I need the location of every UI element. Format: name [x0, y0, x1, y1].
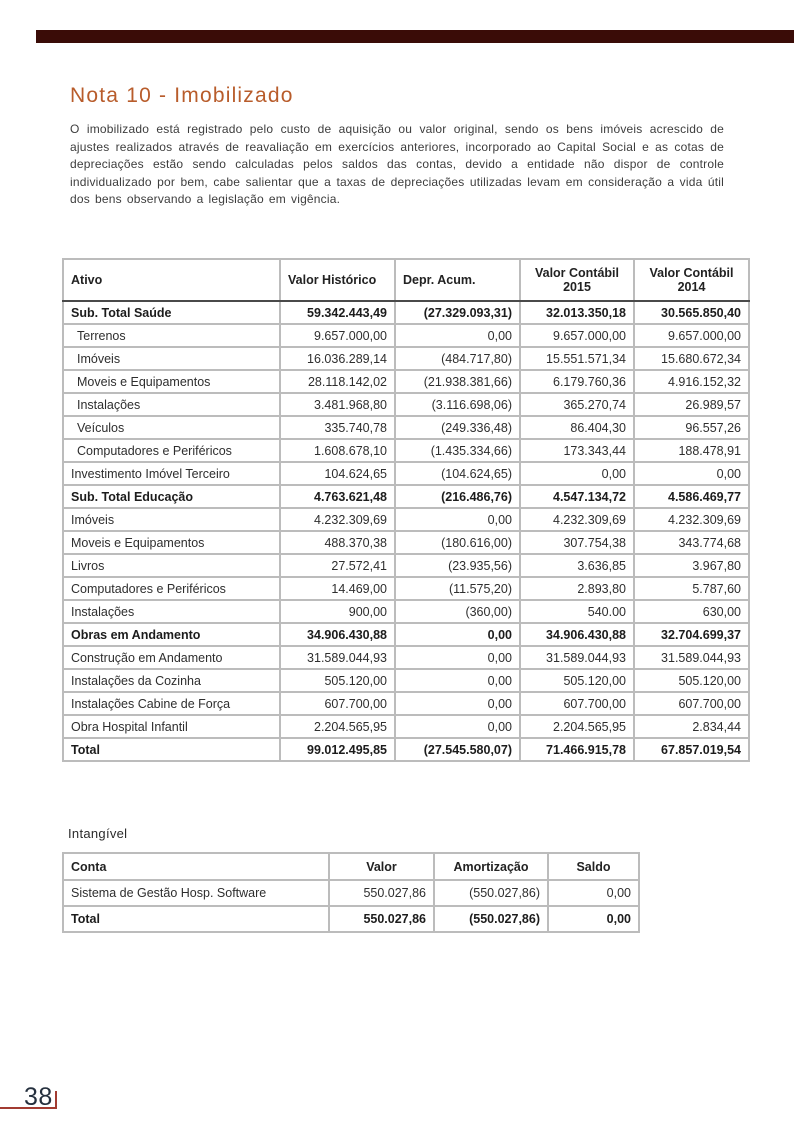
table-cell-depr_acum: 0,00	[395, 324, 520, 347]
table-cell-depr_acum: (23.935,56)	[395, 554, 520, 577]
table-cell-valor_historico: 9.657.000,00	[280, 324, 395, 347]
table-cell-valor_contabil_2015: 6.179.760,36	[520, 370, 634, 393]
intro-paragraph: O imobilizado está registrado pelo custo de aquisição ou valor original, sendo os bens imóveis acrescido de ajustes realizados através de reavaliação em exercícios anteriores, incorporado ao Capital Social e as cotas de depreciações estão sendo calculadas pelos saldos das contas, devido a entidade não dispor de controle individualizado por bem, cabe salientar que a taxas de depreciações utilizadas levam em consideração a vida útil dos bens observando a legislação em vigência.	[70, 122, 724, 206]
table-cell-valor_contabil_2014: 9.657.000,00	[634, 324, 749, 347]
table-header-row	[63, 259, 749, 301]
table-cell-conta: Sistema de Gestão Hosp. Software	[63, 880, 329, 906]
table-cell-depr_acum: 0,00	[395, 715, 520, 738]
table-cell-valor_historico: 31.589.044,93	[280, 646, 395, 669]
table-cell-amortizacao: (550.027,86)	[434, 880, 548, 906]
table-cell-valor_contabil_2014: 4.916.152,32	[634, 370, 749, 393]
table-cell-valor_contabil_2014: 26.989,57	[634, 393, 749, 416]
fixed-assets-table	[62, 258, 750, 762]
table-cell-valor_historico: 607.700,00	[280, 692, 395, 715]
table-cell-valor_historico: 4.232.309,69	[280, 508, 395, 531]
table-cell-ativo: Sub. Total Educação	[63, 485, 280, 508]
page-title: Nota 10 - Imobilizado	[70, 84, 294, 107]
table-cell-ativo: Instalações	[63, 600, 280, 623]
intangible-section-label: Intangível	[68, 826, 128, 841]
table-row	[63, 669, 749, 692]
table-cell-valor_contabil_2015: 15.551.571,34	[520, 347, 634, 370]
table-cell-depr_acum: 0,00	[395, 646, 520, 669]
table-cell-valor_historico: 34.906.430,88	[280, 623, 395, 646]
table-cell-depr_acum: (484.717,80)	[395, 347, 520, 370]
fixed-assets-table-body	[63, 301, 749, 761]
column-header: Valor	[329, 853, 434, 880]
table-cell-valor_contabil_2014: 4.586.469,77	[634, 485, 749, 508]
table-cell-valor_contabil_2015: 9.657.000,00	[520, 324, 634, 347]
table-cell-depr_acum: (1.435.334,66)	[395, 439, 520, 462]
intangible-table-body	[63, 880, 639, 932]
table-cell-valor_contabil_2014: 607.700,00	[634, 692, 749, 715]
table-cell-valor_contabil_2015: 2.893,80	[520, 577, 634, 600]
table-row	[63, 554, 749, 577]
table-cell-valor_historico: 4.763.621,48	[280, 485, 395, 508]
table-cell-valor: 550.027,86	[329, 880, 434, 906]
table-cell-depr_acum: (180.616,00)	[395, 531, 520, 554]
table-cell-ativo: Investimento Imóvel Terceiro	[63, 462, 280, 485]
table-row	[63, 324, 749, 347]
table-cell-valor_contabil_2015: 540.00	[520, 600, 634, 623]
table-cell-depr_acum: 0,00	[395, 508, 520, 531]
column-header: Conta	[63, 853, 329, 880]
table-cell-ativo: Veículos	[63, 416, 280, 439]
table-cell-valor_contabil_2015: 173.343,44	[520, 439, 634, 462]
table-row	[63, 347, 749, 370]
table-cell-ativo: Livros	[63, 554, 280, 577]
table-cell-valor_contabil_2014: 2.834,44	[634, 715, 749, 738]
table-cell-valor_historico: 28.118.142,02	[280, 370, 395, 393]
table-row	[63, 600, 749, 623]
table-cell-valor_contabil_2014: 630,00	[634, 600, 749, 623]
table-cell-ativo: Instalações Cabine de Força	[63, 692, 280, 715]
table-cell-depr_acum: (21.938.381,66)	[395, 370, 520, 393]
table-row	[63, 416, 749, 439]
table-cell-ativo: Obra Hospital Infantil	[63, 715, 280, 738]
column-header: Valor Contábil 2014	[634, 259, 749, 301]
table-cell-valor_contabil_2014: 96.557,26	[634, 416, 749, 439]
table-row	[63, 715, 749, 738]
table-cell-valor_contabil_2014: 5.787,60	[634, 577, 749, 600]
table-cell-valor_contabil_2015: 71.466.915,78	[520, 738, 634, 761]
table-cell-ativo: Imóveis	[63, 347, 280, 370]
table-cell-depr_acum: 0,00	[395, 623, 520, 646]
table-cell-valor_historico: 488.370,38	[280, 531, 395, 554]
table-cell-valor_historico: 1.608.678,10	[280, 439, 395, 462]
table-cell-valor_contabil_2015: 365.270,74	[520, 393, 634, 416]
table-cell-valor_contabil_2015: 3.636,85	[520, 554, 634, 577]
table-cell-valor_contabil_2014: 0,00	[634, 462, 749, 485]
table-cell-ativo: Sub. Total Saúde	[63, 301, 280, 324]
column-header: Amortização	[434, 853, 548, 880]
page-number-corner-line	[0, 1091, 57, 1109]
table-cell-valor_contabil_2014: 4.232.309,69	[634, 508, 749, 531]
table-cell-ativo: Instalações	[63, 393, 280, 416]
table-cell-amortizacao: (550.027,86)	[434, 906, 548, 932]
intangible-table	[62, 852, 640, 933]
top-rule-bar	[36, 30, 794, 43]
column-header: Depr. Acum.	[395, 259, 520, 301]
table-cell-valor_historico: 3.481.968,80	[280, 393, 395, 416]
table-cell-depr_acum: (11.575,20)	[395, 577, 520, 600]
fixed-assets-table-header	[63, 259, 749, 301]
table-cell-valor_contabil_2015: 307.754,38	[520, 531, 634, 554]
table-cell-ativo: Instalações da Cozinha	[63, 669, 280, 692]
table-cell-valor_contabil_2014: 32.704.699,37	[634, 623, 749, 646]
table-row	[63, 738, 749, 761]
page-number: 38	[24, 1083, 53, 1111]
table-cell-valor_contabil_2014: 30.565.850,40	[634, 301, 749, 324]
table-cell-valor_contabil_2015: 34.906.430,88	[520, 623, 634, 646]
table-cell-valor_contabil_2015: 0,00	[520, 462, 634, 485]
table-cell-ativo: Moveis e Equipamentos	[63, 531, 280, 554]
table-cell-saldo: 0,00	[548, 880, 639, 906]
table-cell-valor_contabil_2015: 86.404,30	[520, 416, 634, 439]
table-cell-valor: 550.027,86	[329, 906, 434, 932]
table-cell-ativo: Terrenos	[63, 324, 280, 347]
intangible-table-header	[63, 853, 639, 880]
table-cell-depr_acum: (360,00)	[395, 600, 520, 623]
table-cell-valor_contabil_2014: 188.478,91	[634, 439, 749, 462]
table-cell-valor_historico: 505.120,00	[280, 669, 395, 692]
table-row	[63, 880, 639, 906]
table-row	[63, 623, 749, 646]
table-cell-valor_contabil_2015: 505.120,00	[520, 669, 634, 692]
table-cell-valor_historico: 335.740,78	[280, 416, 395, 439]
table-cell-valor_historico: 14.469,00	[280, 577, 395, 600]
table-row	[63, 439, 749, 462]
table-cell-depr_acum: (27.545.580,07)	[395, 738, 520, 761]
table-cell-valor_historico: 99.012.495,85	[280, 738, 395, 761]
table-row	[63, 577, 749, 600]
table-row	[63, 531, 749, 554]
table-cell-depr_acum: (216.486,76)	[395, 485, 520, 508]
table-cell-valor_contabil_2014: 67.857.019,54	[634, 738, 749, 761]
table-cell-ativo: Obras em Andamento	[63, 623, 280, 646]
column-header: Valor Histórico	[280, 259, 395, 301]
table-header-row	[63, 853, 639, 880]
table-row	[63, 301, 749, 324]
table-cell-valor_historico: 27.572,41	[280, 554, 395, 577]
table-cell-valor_contabil_2015: 32.013.350,18	[520, 301, 634, 324]
table-row	[63, 692, 749, 715]
table-cell-ativo: Construção em Andamento	[63, 646, 280, 669]
table-row	[63, 485, 749, 508]
table-cell-ativo: Imóveis	[63, 508, 280, 531]
column-header: Valor Contábil 2015	[520, 259, 634, 301]
table-cell-valor_contabil_2014: 15.680.672,34	[634, 347, 749, 370]
table-cell-valor_contabil_2015: 2.204.565,95	[520, 715, 634, 738]
table-cell-valor_contabil_2014: 3.967,80	[634, 554, 749, 577]
table-cell-valor_historico: 900,00	[280, 600, 395, 623]
table-cell-ativo: Computadores e Periféricos	[63, 577, 280, 600]
table-cell-depr_acum: (249.336,48)	[395, 416, 520, 439]
table-cell-valor_contabil_2015: 4.547.134,72	[520, 485, 634, 508]
table-cell-depr_acum: (27.329.093,31)	[395, 301, 520, 324]
table-cell-valor_historico: 59.342.443,49	[280, 301, 395, 324]
table-cell-valor_contabil_2015: 607.700,00	[520, 692, 634, 715]
table-cell-saldo: 0,00	[548, 906, 639, 932]
table-cell-valor_contabil_2015: 4.232.309,69	[520, 508, 634, 531]
table-cell-depr_acum: (3.116.698,06)	[395, 393, 520, 416]
table-row	[63, 508, 749, 531]
table-row	[63, 906, 639, 932]
table-row	[63, 393, 749, 416]
table-cell-depr_acum: (104.624,65)	[395, 462, 520, 485]
table-row	[63, 646, 749, 669]
table-cell-depr_acum: 0,00	[395, 669, 520, 692]
table-cell-valor_historico: 16.036.289,14	[280, 347, 395, 370]
table-cell-ativo: Moveis e Equipamentos	[63, 370, 280, 393]
table-cell-valor_historico: 2.204.565,95	[280, 715, 395, 738]
table-row	[63, 370, 749, 393]
table-cell-valor_contabil_2014: 505.120,00	[634, 669, 749, 692]
table-cell-valor_contabil_2015: 31.589.044,93	[520, 646, 634, 669]
table-cell-ativo: Computadores e Periféricos	[63, 439, 280, 462]
table-cell-depr_acum: 0,00	[395, 692, 520, 715]
column-header: Ativo	[63, 259, 280, 301]
column-header: Saldo	[548, 853, 639, 880]
table-cell-valor_contabil_2014: 31.589.044,93	[634, 646, 749, 669]
table-row	[63, 462, 749, 485]
table-cell-valor_contabil_2014: 343.774,68	[634, 531, 749, 554]
table-cell-valor_historico: 104.624,65	[280, 462, 395, 485]
table-cell-ativo: Total	[63, 738, 280, 761]
table-cell-conta: Total	[63, 906, 329, 932]
